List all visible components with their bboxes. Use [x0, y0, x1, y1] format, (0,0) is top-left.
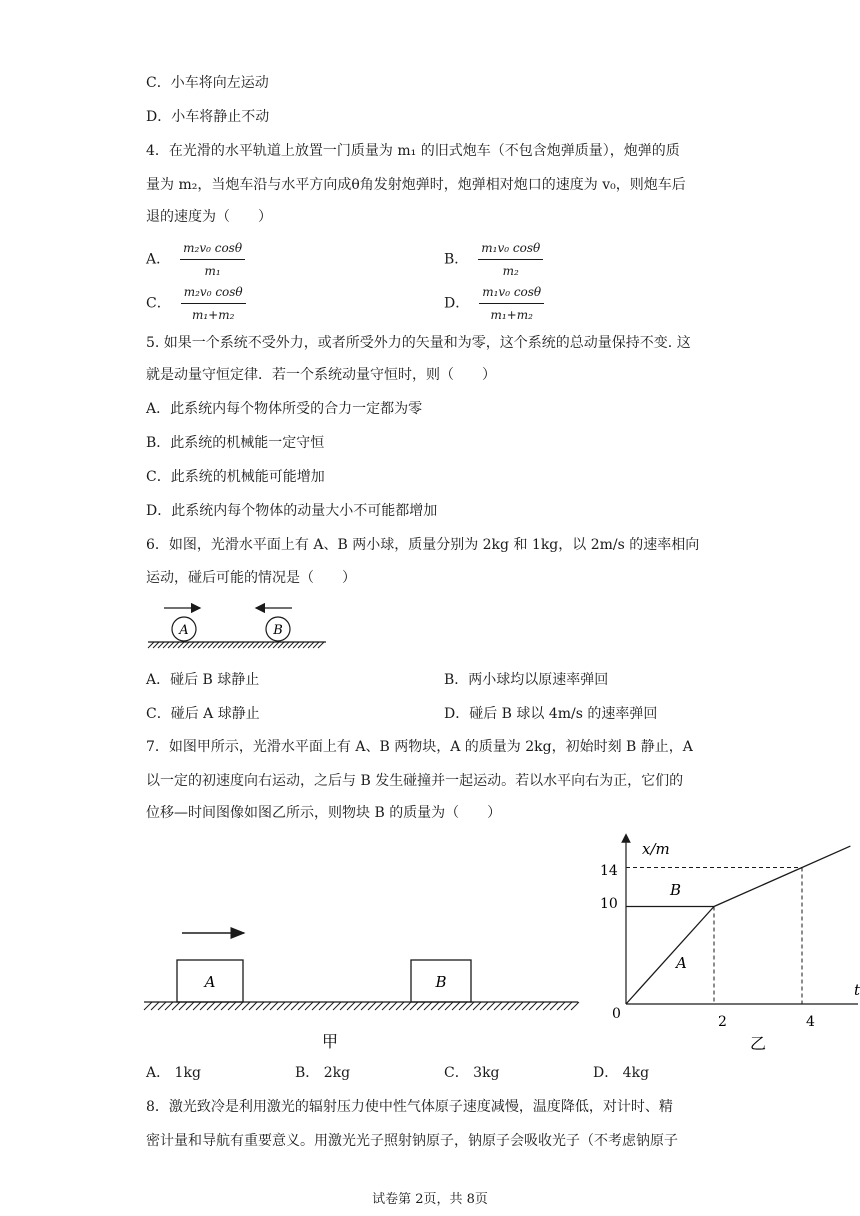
- hatch-mark: [571, 1002, 579, 1010]
- q5-option-c: C．此系统的机械能可能增加: [146, 469, 325, 485]
- hatch-mark: [218, 642, 224, 648]
- q7-option-b: B． 2kg: [295, 1065, 351, 1081]
- hatch-mark: [389, 1002, 397, 1010]
- q7-stem-line2: 以一定的初速度向右运动，之后与 B 发生碰撞并一起运动。若以水平向右为正，它们的: [146, 773, 684, 789]
- hatch-mark: [459, 1002, 467, 1010]
- q4-option-c: C． $\frac{\text{m₂v₀ cosθ}}{\text{m₁+m₂}}$: [146, 282, 246, 325]
- hatch-mark: [522, 1002, 530, 1010]
- hatch-mark: [163, 642, 169, 648]
- hatch-mark: [291, 1002, 299, 1010]
- figure-caption-yi: 乙: [749, 1034, 767, 1053]
- hatch-mark: [550, 1002, 558, 1010]
- q6-option-b: B．两小球均以原速率弹回: [444, 672, 609, 688]
- fraction: $\frac{\text{m₁v₀ cosθ}}{\text{m₂}}$: [478, 238, 543, 281]
- hatch-mark: [318, 642, 324, 648]
- hatch-mark: [193, 642, 199, 648]
- hatch-mark: [223, 642, 229, 648]
- hatch-mark: [382, 1002, 390, 1010]
- hatch-mark: [326, 1002, 334, 1010]
- hatch-mark: [375, 1002, 383, 1010]
- hatch-mark: [508, 1002, 516, 1010]
- hatch-mark: [151, 1002, 159, 1010]
- hatch-mark: [158, 1002, 166, 1010]
- hatch-mark: [198, 642, 204, 648]
- q7-option-d: D． 4kg: [593, 1065, 650, 1081]
- hatch-mark: [333, 1002, 341, 1010]
- q4-option-a: A． $\frac{\text{m₂v₀ cosθ}}{\text{m₁}}$: [146, 238, 245, 281]
- y-axis-label: x/m: [642, 840, 670, 858]
- hatch-mark: [529, 1002, 537, 1010]
- y-tick-label-14: 14: [600, 863, 618, 879]
- hatch-mark: [242, 1002, 250, 1010]
- hatch-mark: [298, 1002, 306, 1010]
- hatch-mark: [243, 642, 249, 648]
- hatch-mark: [564, 1002, 572, 1010]
- ball-a-label: A: [179, 623, 189, 638]
- hatch-mark: [208, 642, 214, 648]
- hatch-mark: [361, 1002, 369, 1010]
- page-footer: 试卷第 2页，共 8页: [372, 1192, 488, 1207]
- hatch-mark: [319, 1002, 327, 1010]
- hatch-mark: [354, 1002, 362, 1010]
- hatch-mark: [368, 1002, 376, 1010]
- hatch-mark: [417, 1002, 425, 1010]
- hatch-mark: [424, 1002, 432, 1010]
- q8-stem-line1: 8．激光致冷是利用激光的辐射压力使中性气体原子速度减慢，温度降低，对计时、精: [146, 1099, 673, 1115]
- hatch-mark: [200, 1002, 208, 1010]
- hatch-mark: [305, 1002, 313, 1010]
- hatch-mark: [452, 1002, 460, 1010]
- hatch-mark: [473, 1002, 481, 1010]
- hatch-mark: [515, 1002, 523, 1010]
- ground-hatching: [148, 642, 324, 648]
- hatch-mark: [213, 642, 219, 648]
- q6-option-a: A．碰后 B 球静止: [146, 672, 260, 688]
- hatch-mark: [203, 642, 209, 648]
- hatch-mark: [313, 642, 319, 648]
- hatch-mark: [480, 1002, 488, 1010]
- hatch-mark: [501, 1002, 509, 1010]
- hatch-mark: [445, 1002, 453, 1010]
- fraction: $\frac{\text{m₁v₀ cosθ}}{\text{m₁+m₂}}$: [479, 282, 544, 325]
- q7-stem-line1: 7．如图甲所示，光滑水平面上有 A、B 两物块，A 的质量为 2kg，初始时刻 B 静止，A: [146, 739, 693, 755]
- hatch-mark: [168, 642, 174, 648]
- hatch-mark: [284, 1002, 292, 1010]
- hatch-mark: [178, 642, 184, 648]
- x-tick-label-2: 2: [718, 1014, 727, 1030]
- hatch-mark: [183, 642, 189, 648]
- q6-option-d: D．碰后 B 球以 4m/s 的速率弹回: [444, 706, 658, 722]
- series-label-a: A: [676, 954, 687, 972]
- q7-blocks-figure: [140, 918, 585, 1058]
- hatch-mark: [303, 642, 309, 648]
- hatch-mark: [148, 642, 154, 648]
- hatch-mark: [263, 1002, 271, 1010]
- q7-stem-line3: 位移—时间图像如图乙所示，则物块 B 的质量为（ ）: [146, 805, 502, 821]
- hatch-mark: [193, 1002, 201, 1010]
- figure-caption-jia: 甲: [321, 1032, 339, 1051]
- q7-option-a: A． 1kg: [146, 1065, 201, 1081]
- hatch-mark: [186, 1002, 194, 1010]
- ground-hatching: [144, 1002, 579, 1010]
- hatch-mark: [536, 1002, 544, 1010]
- hatch-mark: [268, 642, 274, 648]
- hatch-mark: [438, 1002, 446, 1010]
- x-axis-label: t: [854, 981, 860, 999]
- hatch-mark: [308, 642, 314, 648]
- q7-option-c: C． 3kg: [444, 1065, 500, 1081]
- hatch-mark: [494, 1002, 502, 1010]
- hatch-mark: [288, 642, 294, 648]
- hatch-mark: [278, 642, 284, 648]
- hatch-mark: [396, 1002, 404, 1010]
- hatch-mark: [466, 1002, 474, 1010]
- origin-label: 0: [612, 1006, 621, 1022]
- hatch-mark: [153, 642, 159, 648]
- fraction: $\frac{\text{m₂v₀ cosθ}}{\text{m₁}}$: [180, 238, 245, 281]
- hatch-mark: [173, 642, 179, 648]
- hatch-mark: [248, 642, 254, 648]
- hatch-mark: [312, 1002, 320, 1010]
- series-line-combined: [714, 846, 850, 906]
- q6-stem-line2: 运动，碰后可能的情况是（ ）: [146, 570, 356, 586]
- hatch-mark: [347, 1002, 355, 1010]
- hatch-mark: [228, 642, 234, 648]
- q5-stem-line1: 5. 如果一个系统不受外力，或者所受外力的矢量和为零，这个系统的总动量保持不变. 这: [146, 335, 691, 351]
- hatch-mark: [238, 642, 244, 648]
- q8-stem-line2: 密计量和导航有重要意义。用激光光子照射钠原子，钠原子会吸收光子（不考虑钠原子: [146, 1133, 678, 1149]
- q5-option-d: D．此系统内每个物体的动量大小不可能都增加: [146, 503, 438, 519]
- q3-option-d: D．小车将静止不动: [146, 109, 270, 125]
- hatch-mark: [283, 642, 289, 648]
- hatch-mark: [340, 1002, 348, 1010]
- q4-option-b: B． $\frac{\text{m₁v₀ cosθ}}{\text{m₂}}$: [444, 238, 543, 281]
- hatch-mark: [298, 642, 304, 648]
- block-a-label: A: [204, 973, 216, 991]
- series-label-b: B: [670, 881, 682, 899]
- hatch-mark: [258, 642, 264, 648]
- hatch-mark: [249, 1002, 257, 1010]
- hatch-mark: [263, 642, 269, 648]
- hatch-mark: [179, 1002, 187, 1010]
- hatch-mark: [165, 1002, 173, 1010]
- hatch-mark: [403, 1002, 411, 1010]
- hatch-mark: [172, 1002, 180, 1010]
- q6-option-c: C．碰后 A 球静止: [146, 706, 260, 722]
- hatch-mark: [270, 1002, 278, 1010]
- x-tick-label-4: 4: [806, 1014, 815, 1030]
- hatch-mark: [273, 642, 279, 648]
- hatch-mark: [557, 1002, 565, 1010]
- q4-option-d: D． $\frac{\text{m₁v₀ cosθ}}{\text{m₁+m₂}}$: [444, 282, 544, 325]
- hatch-mark: [293, 642, 299, 648]
- hatch-mark: [188, 642, 194, 648]
- hatch-mark: [144, 1002, 152, 1010]
- series-line-a: [626, 907, 714, 1005]
- q5-stem-line2: 就是动量守恒定律．若一个系统动量守恒时，则（ ）: [146, 367, 496, 383]
- ball-b-label: B: [273, 623, 283, 638]
- q5-option-b: B．此系统的机械能一定守恒: [146, 435, 325, 451]
- fraction: $\frac{\text{m₂v₀ cosθ}}{\text{m₁+m₂}}$: [181, 282, 246, 325]
- hatch-mark: [207, 1002, 215, 1010]
- hatch-mark: [487, 1002, 495, 1010]
- q7-xt-graph: [596, 832, 860, 1058]
- hatch-mark: [410, 1002, 418, 1010]
- hatch-mark: [221, 1002, 229, 1010]
- hatch-mark: [214, 1002, 222, 1010]
- q5-option-a: A．此系统内每个物体所受的合力一定都为零: [146, 401, 423, 417]
- hatch-mark: [543, 1002, 551, 1010]
- hatch-mark: [253, 642, 259, 648]
- q3-option-c: C．小车将向左运动: [146, 75, 269, 91]
- q4-stem-line1: 4．在光滑的水平轨道上放置一门质量为 m₁ 的旧式炮车（不包含炮弹质量），炮弹的质: [146, 143, 680, 159]
- hatch-mark: [431, 1002, 439, 1010]
- hatch-mark: [158, 642, 164, 648]
- block-b-label: B: [435, 973, 447, 991]
- hatch-mark: [277, 1002, 285, 1010]
- hatch-mark: [235, 1002, 243, 1010]
- q6-stem-line1: 6．如图，光滑水平面上有 A、B 两小球，质量分别为 2kg 和 1kg，以 2m/s 的速率相向: [146, 537, 700, 553]
- q6-balls-figure: [140, 596, 340, 656]
- hatch-mark: [228, 1002, 236, 1010]
- q4-stem-line2: 量为 m₂，当炮车沿与水平方向成θ角发射炮弹时，炮弹相对炮口的速度为 v₀，则炮车后: [146, 177, 686, 193]
- y-tick-label-10: 10: [600, 896, 618, 912]
- hatch-mark: [256, 1002, 264, 1010]
- hatch-mark: [233, 642, 239, 648]
- q4-stem-line3: 退的速度为（ ）: [146, 209, 272, 225]
